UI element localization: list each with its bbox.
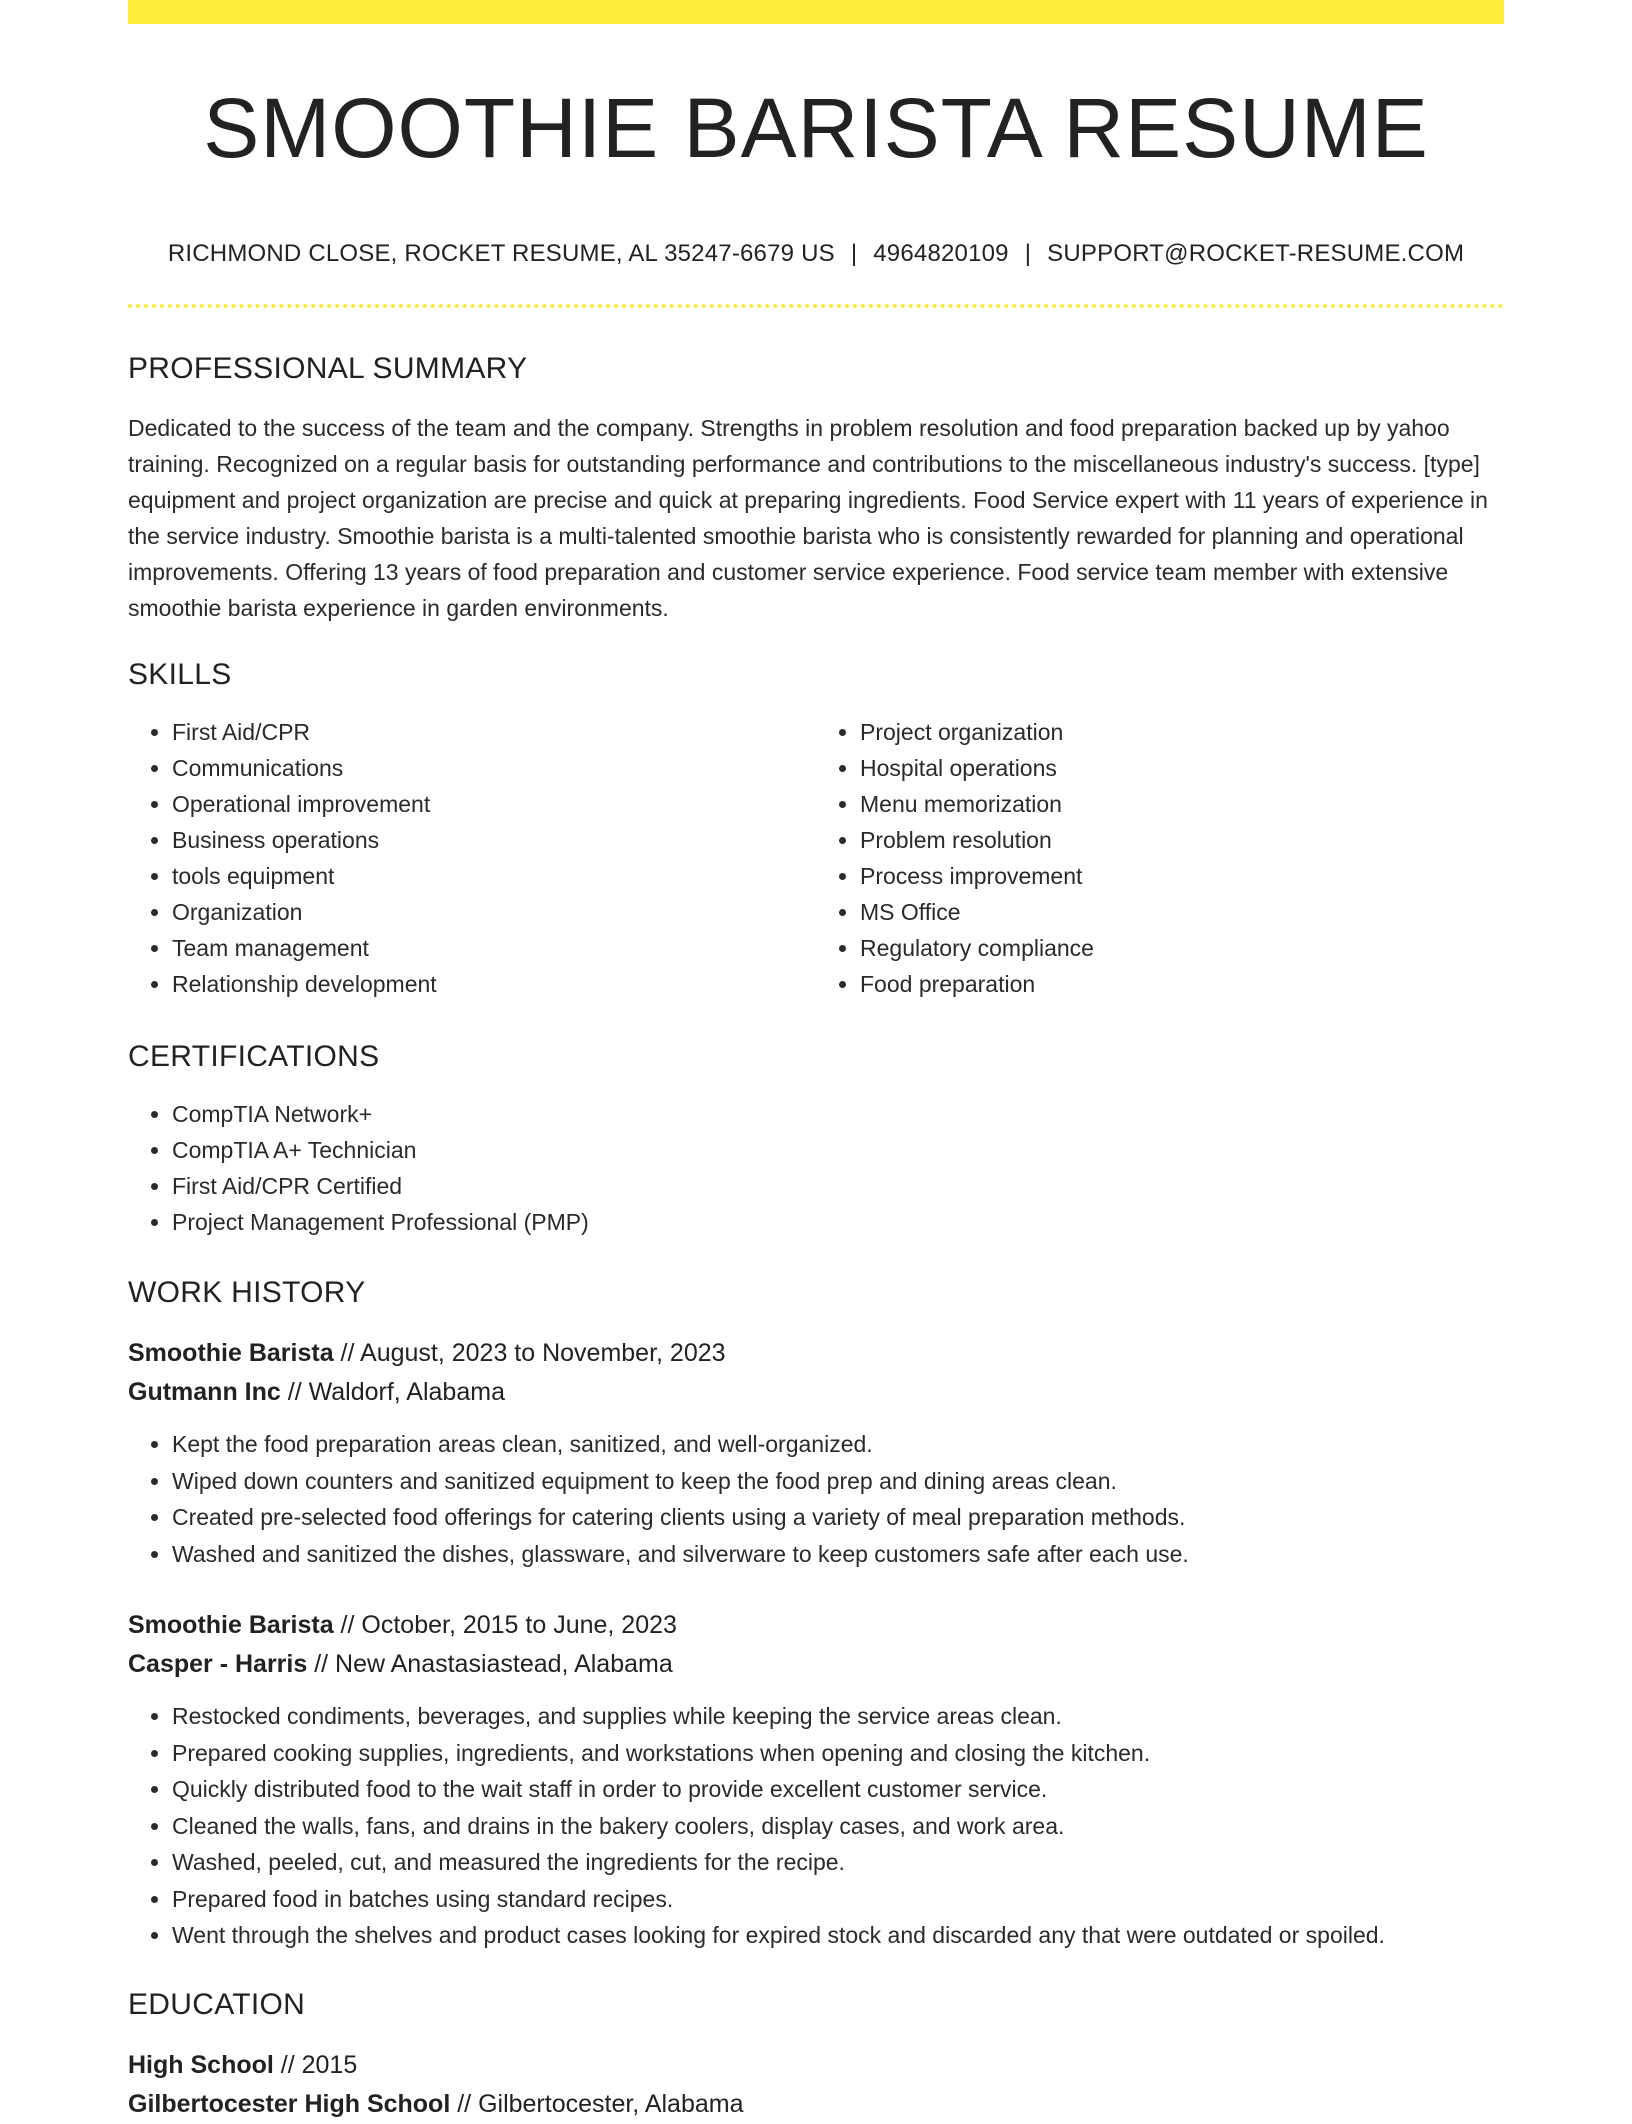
- summary-text: Dedicated to the success of the team and the company. Strengths in problem resolution and food preparation backed up by yahoo training. Recognized on a regular basis for outstanding performance and contributions to the miscellaneous industry's success. [type] equipment and project organization are precise and quick at preparing ingredients. Food Service expert with 11 years of experience in the service industry. Smoothie barista is a multi-talented smoothie barista who is consistently rewarded for planning and operational improvements. Offering 13 years of food preparation and customer service experience. Food service team member with extensive smoothie barista experience in garden environments.: [128, 415, 1488, 621]
- education-school-line: [128, 2085, 1504, 2124]
- skill-item: • Hospital operations: [860, 750, 1504, 786]
- job-role-line: [128, 1606, 1504, 1645]
- job-entry: [128, 1334, 1504, 1572]
- certification-item: • First Aid/CPR Certified: [172, 1168, 1504, 1204]
- dotted-divider: [128, 304, 1504, 308]
- job-dates: // October, 2015 to June, 2023: [333, 1611, 677, 1639]
- job-duty: • Cleaned the walls, fans, and drains in the bakery coolers, display cases, and work area.: [172, 1808, 1504, 1845]
- skill-item: • Communications: [172, 750, 816, 786]
- education-year: // 2015: [273, 2050, 358, 2079]
- job-duty: • Restocked condiments, beverages, and supplies while keeping the service areas clean.: [172, 1698, 1504, 1735]
- skills-list-right: [816, 714, 1504, 1002]
- job-company: Casper - Harris: [128, 1650, 308, 1678]
- job-role-line: [128, 1334, 1504, 1373]
- skills-list-left: [128, 714, 816, 1002]
- skill-item: • Team management: [172, 930, 816, 966]
- skill-item: • Business operations: [172, 822, 816, 858]
- education-degree-line: [128, 2046, 1504, 2085]
- skills-columns: [128, 714, 1504, 1002]
- job-role: Smoothie Barista: [128, 1611, 334, 1639]
- skill-item: • Process improvement: [860, 858, 1504, 894]
- contact-email: SUPPORT@ROCKET-RESUME.COM: [1047, 240, 1465, 267]
- work-history-heading: WORK HISTORY: [128, 1276, 366, 1309]
- job-duties-list: [128, 1698, 1504, 1954]
- job-duty: • Washed and sanitized the dishes, glassware, and silverware to keep customers safe after each use.: [172, 1536, 1504, 1573]
- skill-item: • Project organization: [860, 714, 1504, 750]
- skill-item: • Regulatory compliance: [860, 930, 1504, 966]
- job-location: // New Anastasiastead, Alabama: [307, 1650, 673, 1678]
- skill-item: • Organization: [172, 894, 816, 930]
- job-company-line: [128, 1645, 1504, 1684]
- contact-separator: |: [1024, 240, 1032, 267]
- certification-item: • Project Management Professional (PMP): [172, 1204, 1504, 1240]
- job-duty: • Prepared cooking supplies, ingredients, and workstations when opening and closing the kitchen.: [172, 1735, 1504, 1772]
- job-location: // Waldorf, Alabama: [280, 1378, 505, 1406]
- job-duty: • Kept the food preparation areas clean, sanitized, and well-organized.: [172, 1426, 1504, 1463]
- skill-item: • Relationship development: [172, 966, 816, 1002]
- skill-item: • First Aid/CPR: [172, 714, 816, 750]
- skill-item: • Menu memorization: [860, 786, 1504, 822]
- job-duties-list: [128, 1426, 1504, 1572]
- accent-top-bar: [128, 0, 1504, 24]
- contact-address: RICHMOND CLOSE, ROCKET RESUME, AL 35247-6679 US: [167, 240, 835, 267]
- education-school: Gilbertocester High School: [128, 2089, 451, 2118]
- job-role: Smoothie Barista: [128, 1339, 334, 1367]
- education-degree: High School: [128, 2050, 274, 2079]
- job-duty: • Quickly distributed food to the wait staff in order to provide excellent customer service.: [172, 1771, 1504, 1808]
- job-dates: // August, 2023 to November, 2023: [333, 1339, 726, 1367]
- contact-line: [128, 242, 1504, 266]
- job-entry: [128, 1606, 1504, 1954]
- skill-item: • Food preparation: [860, 966, 1504, 1002]
- skill-item: • Problem resolution: [860, 822, 1504, 858]
- skill-item: • MS Office: [860, 894, 1504, 930]
- job-duty: • Prepared food in batches using standard recipes.: [172, 1881, 1504, 1918]
- certifications-list: [128, 1096, 1504, 1240]
- skill-item: • tools equipment: [172, 858, 816, 894]
- skills-heading: SKILLS: [128, 658, 232, 691]
- certifications-heading: CERTIFICATIONS: [128, 1040, 380, 1073]
- job-duty: • Wiped down counters and sanitized equipment to keep the food prep and dining areas clean.: [172, 1463, 1504, 1500]
- job-company-line: [128, 1373, 1504, 1412]
- contact-separator: |: [850, 240, 858, 267]
- job-company: Gutmann Inc: [128, 1378, 281, 1406]
- certification-item: • CompTIA Network+: [172, 1096, 1504, 1132]
- resume-title: SMOOTHIE BARISTA RESUME: [203, 81, 1429, 175]
- job-duty: • Went through the shelves and product cases looking for expired stock and discarded any that were outdated or spoiled.: [172, 1917, 1504, 1954]
- certification-item: • CompTIA A+ Technician: [172, 1132, 1504, 1168]
- job-duty: • Washed, peeled, cut, and measured the ingredients for the recipe.: [172, 1844, 1504, 1881]
- education-location: // Gilbertocester, Alabama: [450, 2089, 744, 2118]
- education-heading: EDUCATION: [128, 1987, 306, 2021]
- job-duty: • Created pre-selected food offerings for catering clients using a variety of meal preparation methods.: [172, 1499, 1504, 1536]
- skill-item: • Operational improvement: [172, 786, 816, 822]
- contact-phone: 4964820109: [873, 240, 1009, 267]
- resume-page: [128, 0, 1504, 2124]
- summary-heading: PROFESSIONAL SUMMARY: [128, 352, 528, 385]
